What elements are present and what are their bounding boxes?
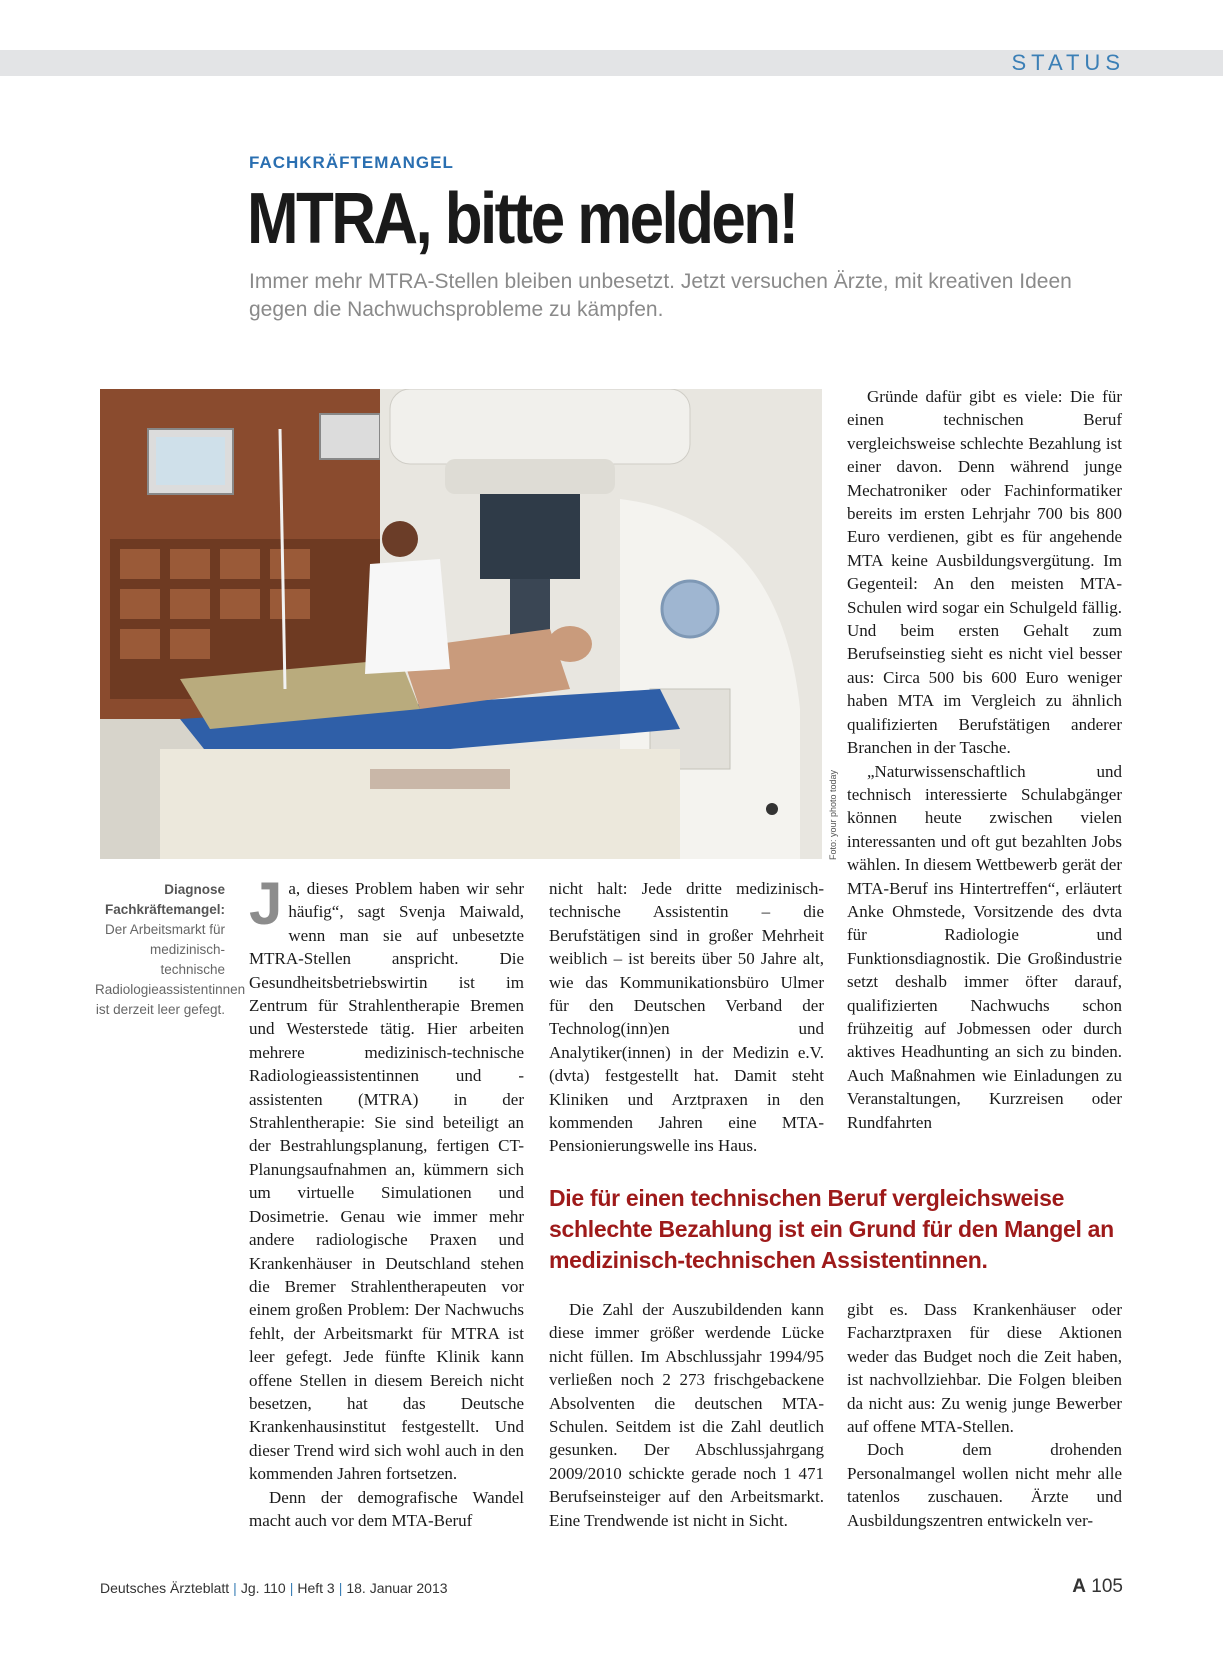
- drop-cap: J: [249, 870, 283, 937]
- paragraph: Doch dem drohenden Personalmangel wollen nicht mehr alle tatenlos zuschauen. Ärzte und Ausbildungszentren entwickeln ver-: [847, 1440, 1122, 1530]
- section-label: STATUS: [1011, 50, 1125, 75]
- pull-quote: Die für einen technischen Beruf vergleichsweise schlechte Bezahlung ist ein Grund für den Mangel an medizinisch-technischen Assistentinnen.: [549, 1185, 1114, 1273]
- journal-volume: Jg. 110: [240, 1580, 286, 1596]
- article-column-2: [549, 877, 824, 1158]
- issue-date: 18. Januar 2013: [346, 1580, 448, 1596]
- article-headline: MTRA, bitte melden!: [247, 179, 797, 259]
- article-column-3-lower: [847, 1298, 1122, 1532]
- page-number: [1072, 1576, 1123, 1598]
- footer-citation: Deutsches Ärzteblatt | Jg. 110 | Heft 3 | 18. Januar 2013: [100, 1580, 448, 1596]
- caption-title: Diagnose Fachkräftemangel:: [104, 882, 225, 917]
- journal-issue: Heft 3: [297, 1580, 335, 1596]
- paragraph: Gründe dafür gibt es viele: Die für einen technischen Beruf vergleichsweise schlechte Bezahlung ist einer davon. Denn während junge Mechatroniker oder Fachinformatiker bereits im ersten Lehrjahr 700 bis 800 Euro verdienen, gibt es für angehende MTA keine Ausbildungsvergütung. Im Gegenteil: An den meisten MTA-Schulen wird sogar ein Schulgeld fällig. Und beim ersten Gehalt zum Berufseinstieg sieht es nicht viel besser aus: Circa 500 bis 600 Euro weniger haben MTA im Vergleich zu ähnlich qualifizierten Berufstätigen anderer Branchen in der Tasche.: [847, 387, 1122, 758]
- article-column-2-lower: [549, 1298, 824, 1532]
- page-number-value: 105: [1091, 1576, 1123, 1597]
- journal-name: Deutsches Ärzteblatt: [100, 1580, 230, 1596]
- paragraph: nicht halt: Jede dritte medizinisch-technische Assistentin – die Berufstätigen sind in großer Mehrheit weiblich – ist bereits über 50 Jahre alt, wie das Kommunikationsbüro Ulmer für den Deutschen Verband der Technolog(inn)en und Analytiker(innen) in der Medizin e.V. (dvta) festgestellt hat. Damit steht Kliniken und Arztpraxen in den kommenden Jahren eine MTA-Pensionierungswelle ins Haus.: [549, 879, 824, 1156]
- article-column-1: [249, 870, 524, 1532]
- photo-credit: Foto: your photo today: [828, 769, 838, 860]
- caption-text: Der Arbeitsmarkt für medizinisch-technische Radiologieassistentinnen ist derzeit leer gefegt.: [95, 922, 246, 1017]
- paragraph: „Naturwissenschaftlich und technisch interessierte Schulabgänger können heute zwischen vielen interessanten und oft gut bezahlten Jobs wählen. In diesem Wettbewerb gerät der MTA-Beruf ins Hintertreffen“, erläutert Anke Ohmstede, Vorsitzende des dvta für Radiologie und Funktionsdiagnostik. Die Großindustrie setzt deshalb immer öfter darauf, qualifizierten Nachwuchs schon frühzeitig auf Jobmessen oder durch aktives Headhunting an sich zu binden. Auch Maßnahmen wie Einladungen zu Veranstaltungen, Kurzreisen oder Rundfahrten: [847, 761, 1122, 1132]
- radiotherapy-photo-illustration: [100, 389, 822, 859]
- article-photo: [100, 389, 822, 859]
- paragraph: Denn der demografische Wandel macht auch vor dem MTA-Beruf: [249, 1487, 524, 1530]
- article-kicker: FACHKRÄFTEMANGEL: [249, 153, 454, 172]
- page-prefix: A: [1072, 1576, 1087, 1597]
- article-deck: Immer mehr MTRA-Stellen bleiben unbesetzt. Jetzt versuchen Ärzte, mit kreativen Ideen gegen die Nachwuchsprobleme zu kämpfen.: [249, 270, 1072, 321]
- article-column-3: [847, 385, 1122, 1134]
- photo-caption: [95, 880, 246, 1020]
- paragraph: Die Zahl der Auszubildenden kann diese immer größer werdende Lücke nicht füllen. Im Abschlussjahr 1994/95 verließen noch 2 273 frischgebackene Absolventen die deutschen MTA-Schulen. Seitdem ist die Zahl deutlich gesunken. Der Abschlussjahrgang 2009/2010 schickte gerade noch 1 471 Berufseinsteiger auf den Arbeitsmarkt. Eine Trendwende ist nicht in Sicht.: [549, 1300, 824, 1530]
- paragraph: a, dieses Problem haben wir sehr häufig“, sagt Svenja Maiwald, wenn man sie auf unbesetzte MTRA-Stellen anspricht. Die Gesundheitsbetriebswirtin ist im Zentrum für Strahlentherapie Bremen und Westerstede tätig. Hier arbeiten mehrere medizinisch-technische Radiologieassistentinnen und -assistenten (MTRA) in der Strahlentherapie: Sie sind beteiligt an der Bestrahlungsplanung, fertigen CT-Planungsaufnahmen an, kümmern sich um virtuelle Simulationen und Dosimetrie. Genau wie immer mehr andere radiologische Praxen und Krankenhäuser in Deutschland stehen die Bremer Strahlentherapeuten vor einem großen Problem: Der Nachwuchs fehlt, der Arbeitsmarkt für MTRA ist leer gefegt. Jede fünfte Klinik kann offene Stellen in diesem Bereich nicht besetzen, hat das Deutsche Krankenhausinstitut festgestellt. Und dieser Trend wird sich wohl auch in den kommenden Jahren fortsetzen.: [249, 879, 524, 1484]
- paragraph: gibt es. Dass Krankenhäuser oder Facharztpraxen für diese Aktionen weder das Budget noch die Zeit haben, ist nachvollziehbar. Die Folgen bleiben da nicht aus: Zu wenig junge Bewerber auf offene MTA-Stellen.: [847, 1300, 1122, 1437]
